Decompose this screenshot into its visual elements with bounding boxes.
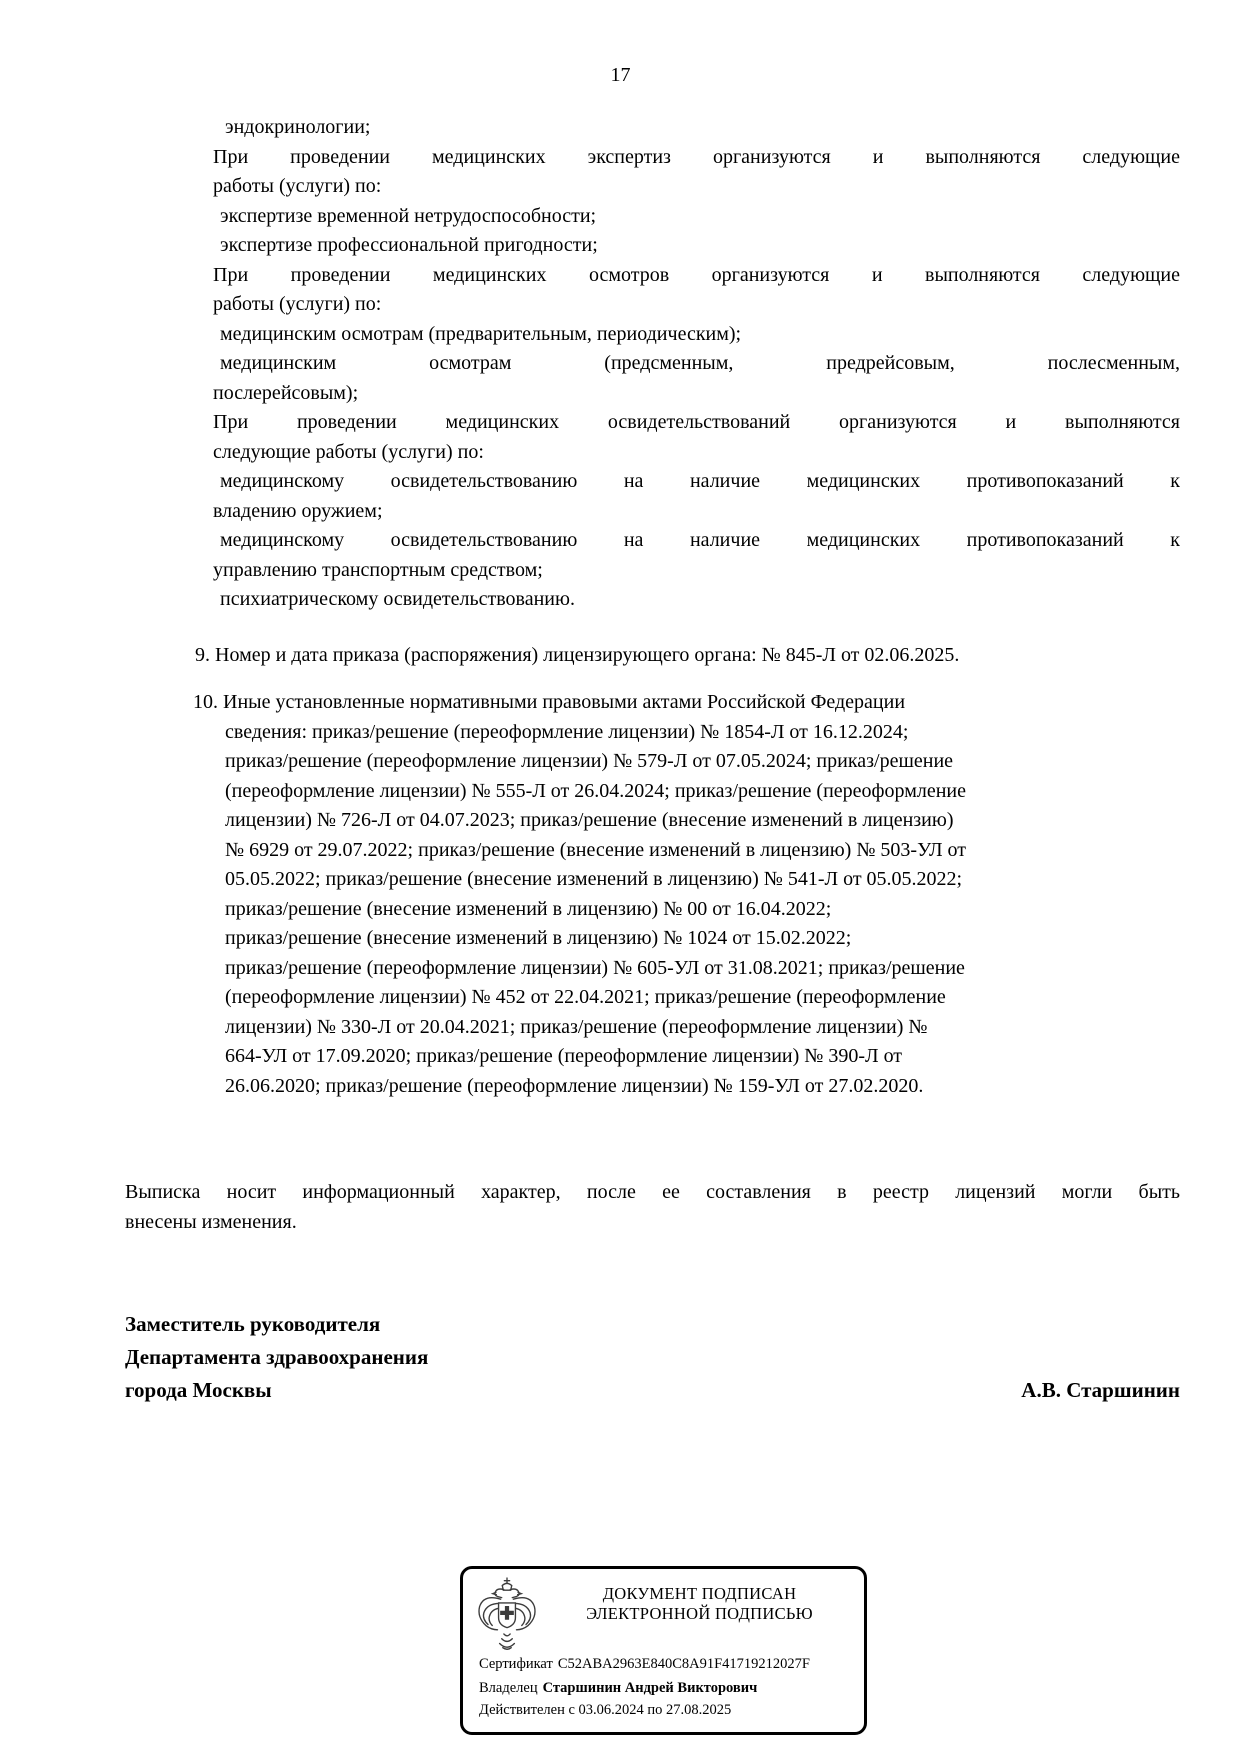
text-line: экспертизе профессиональной пригодности; [220, 234, 598, 256]
text-line: сведения: приказ/решение (переоформление лицензии) № 1854-Л от 16.12.2024; [225, 720, 909, 743]
owner-name: Старшинин Андрей Викторович [542, 1680, 758, 1696]
text-line: 26.06.2020; приказ/решение (переоформление лицензии) № 159-УЛ от 27.02.2020. [225, 1074, 924, 1097]
certificate-value: C52ABA2963E840C8A91F41719212027F [557, 1656, 810, 1672]
text-line: следующие работы (услуги) по: [213, 440, 484, 463]
double-headed-eagle-icon [475, 1576, 539, 1654]
text-line: лицензии) № 330-Л от 20.04.2021; приказ/решение (переоформление лицензии) № [225, 1015, 928, 1038]
stamp-title-line: ЭЛЕКТРОННОЙ ПОДПИСЬЮ [586, 1604, 813, 1623]
text-line: медицинским осмотрам (предсменным, предрейсовым, послесменным, [220, 352, 1180, 374]
stamp-title-line: ДОКУМЕНТ ПОДПИСАН [602, 1584, 797, 1603]
signatory-name: А.В. Старшинин [1021, 1378, 1180, 1402]
text-line: экспертизе временной нетрудоспособности; [220, 204, 597, 227]
text-line: 10. Иные установленные нормативными правовыми актами Российской Федерации [193, 691, 906, 713]
certificate-label: Сертификат [479, 1656, 553, 1672]
text-line: приказ/решение (переоформление лицензии) № 605-УЛ от 31.08.2021; приказ/решение [225, 956, 965, 979]
text-line: приказ/решение (переоформление лицензии) № 579-Л от 07.05.2024; приказ/решение [225, 750, 954, 772]
owner-line [479, 1679, 856, 1697]
text-line: медицинскому освидетельствованию на наличие медицинских противопоказаний к [220, 529, 1180, 551]
text-line: медицинскому освидетельствованию на наличие медицинских противопоказаний к [220, 470, 1180, 492]
text-line: При проведении медицинских освидетельствований организуются и выполняются [213, 411, 1180, 433]
validity-line: Действителен с 03.06.2024 по 27.08.2025 [479, 1702, 732, 1718]
text-line: № 6929 от 29.07.2022; приказ/решение (внесение изменений в лицензию) № 503-УЛ от [225, 838, 967, 861]
signatory-position-line: Заместитель руководителя [125, 1312, 381, 1336]
signatory-position-line: Департамента здравоохранения [125, 1345, 429, 1369]
item-9-line: 9. Номер и дата приказа (распоряжения) лицензирующего органа: № 845-Л от 02.06.2025. [195, 644, 960, 666]
text-line: послерейсовым); [213, 381, 359, 404]
text-line: приказ/решение (внесение изменений в лицензию) № 1024 от 15.02.2022; [225, 927, 852, 949]
electronic-signature-stamp [460, 1566, 867, 1735]
page-number: 17 [610, 64, 631, 86]
text-line: эндокринологии; [225, 116, 371, 138]
item-9-block [125, 641, 1180, 671]
certificate-line [479, 1655, 856, 1673]
signatory-position-line: города Москвы [125, 1378, 272, 1402]
notice-paragraph [125, 1176, 1180, 1238]
text-line: работы (услуги) по: [213, 175, 382, 197]
text-line: медицинским осмотрам (предварительным, периодическим); [220, 322, 742, 345]
text-line: (переоформление лицензии) № 555-Л от 26.04.2024; приказ/решение (переоформление [225, 779, 967, 802]
text-line: владению оружием; [213, 499, 383, 522]
text-line: 664-УЛ от 17.09.2020; приказ/решение (переоформление лицензии) № 390-Л от [225, 1045, 903, 1067]
text-line: управлению транспортным средством; [213, 558, 543, 581]
text-line: психиатрическому освидетельствованию. [220, 588, 575, 610]
text-line: Выписка носит информационный характер, после ее составления в реестр лицензий могли быть [125, 1181, 1180, 1203]
text-line: приказ/решение (внесение изменений в лицензию) № 00 от 16.04.2022; [225, 897, 832, 920]
text-line: лицензии) № 726-Л от 04.07.2023; приказ/решение (внесение изменений в лицензию) [225, 809, 954, 831]
item-10-block [125, 688, 1180, 1101]
text-line: работы (услуги) по: [213, 293, 382, 315]
text-line: При проведении медицинских осмотров организуются и выполняются следующие [213, 263, 1180, 286]
owner-label: Владелец [479, 1680, 538, 1696]
text-line: внесены изменения. [125, 1210, 297, 1233]
text-line: 05.05.2022; приказ/решение (внесение изменений в лицензию) № 541-Л от 05.05.2022; [225, 868, 963, 890]
text-line: (переоформление лицензии) № 452 от 22.04.2021; приказ/решение (переоформление [225, 986, 946, 1008]
body-paragraph [125, 113, 1180, 615]
text-line: При проведении медицинских экспертиз организуются и выполняются следующие [213, 145, 1180, 168]
